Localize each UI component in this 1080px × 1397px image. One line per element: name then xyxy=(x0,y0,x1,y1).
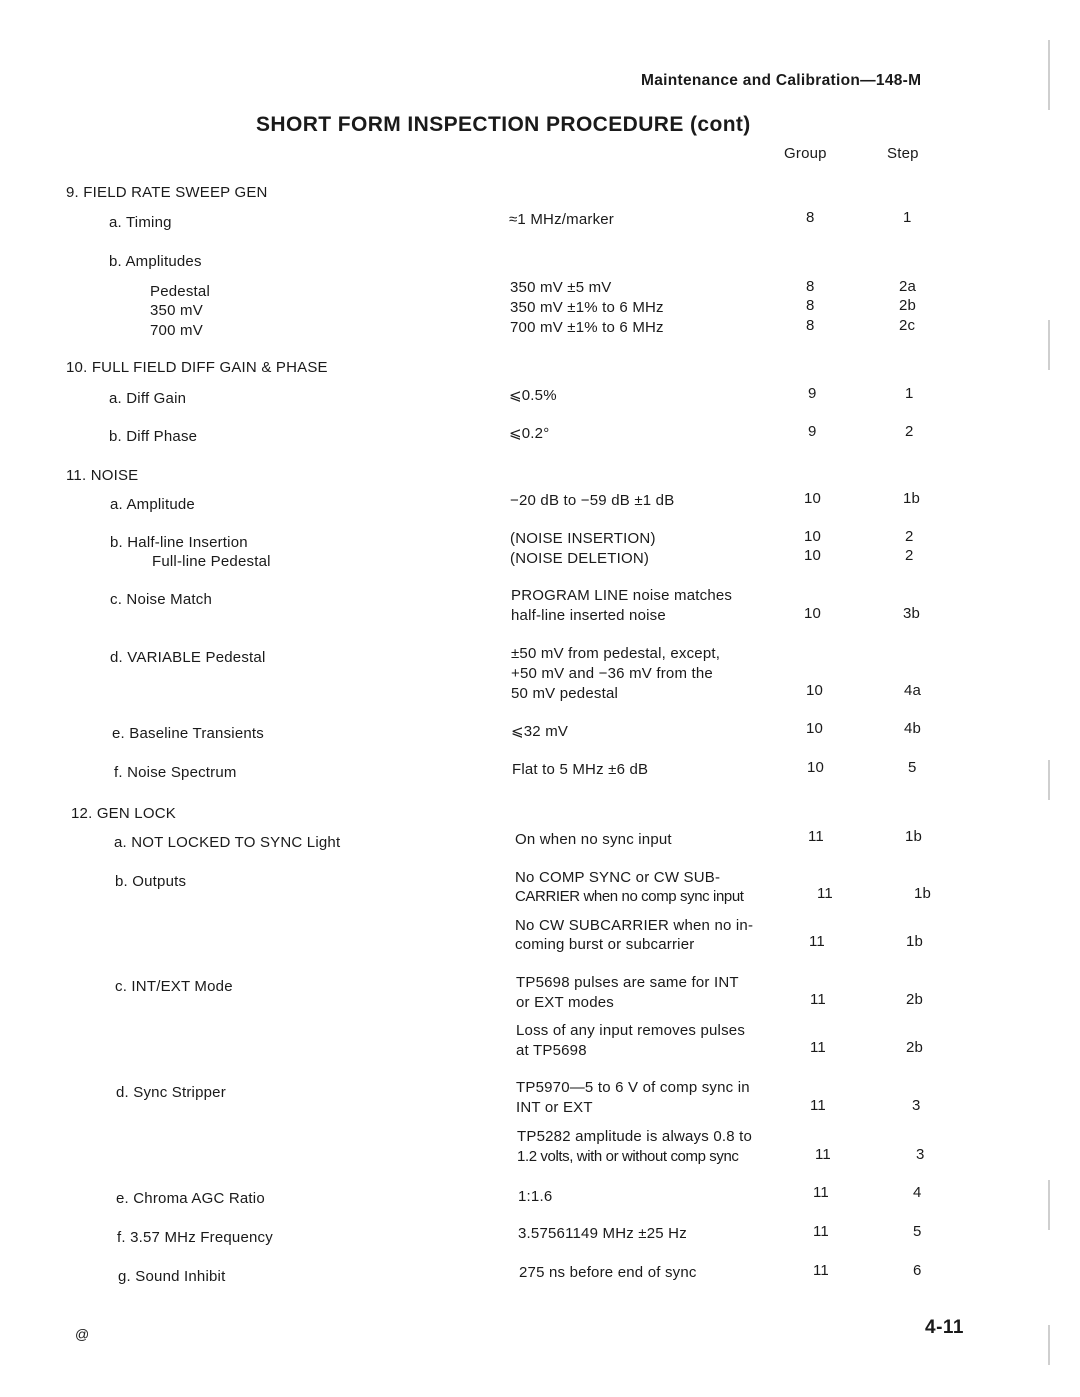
item-step: 2 xyxy=(905,423,914,440)
item-step: 2a xyxy=(899,278,917,295)
item-step: 2b xyxy=(906,1039,924,1056)
item-label: 350 mV xyxy=(150,302,203,319)
item-label: Pedestal xyxy=(150,283,210,300)
section-11-heading: 11. NOISE xyxy=(66,467,139,484)
item-group: 11 xyxy=(808,828,824,845)
item-spec: 350 mV ±1% to 6 MHz xyxy=(510,299,664,316)
item-step: 4 xyxy=(913,1184,922,1201)
item-label: f. Noise Spectrum xyxy=(114,764,237,781)
item-step: 2c xyxy=(899,317,916,334)
item-spec-line: half-line inserted noise xyxy=(511,607,666,624)
item-spec-line: No CW SUBCARRIER when no in- xyxy=(515,917,754,934)
item-step: 5 xyxy=(913,1223,922,1240)
item-label: f. 3.57 MHz Frequency xyxy=(117,1229,273,1246)
item-spec: 350 mV ±5 mV xyxy=(510,279,612,296)
item-group: 11 xyxy=(813,1184,829,1201)
item-spec: −20 dB to −59 dB ±1 dB xyxy=(510,492,675,509)
item-group: 10 xyxy=(806,720,824,737)
item-group: 9 xyxy=(808,385,817,402)
item-group: 9 xyxy=(808,423,817,440)
item-group: 10 xyxy=(804,605,822,622)
item-spec: Flat to 5 MHz ±6 dB xyxy=(512,761,649,778)
item-step: 1 xyxy=(903,209,912,226)
item-spec-line: PROGRAM LINE noise matches xyxy=(511,587,733,604)
item-label: c. Noise Match xyxy=(110,591,212,608)
item-step: 1b xyxy=(906,933,924,950)
item-spec: ⩽0.5% xyxy=(509,387,557,404)
item-spec: (NOISE INSERTION) xyxy=(510,530,656,547)
footer-mark: @ xyxy=(75,1326,90,1342)
item-step: 3b xyxy=(903,605,921,622)
scan-edge-mark xyxy=(1048,760,1050,800)
item-label: a. Diff Gain xyxy=(109,390,187,407)
item-group: 8 xyxy=(806,317,815,334)
item-label: e. Chroma AGC Ratio xyxy=(116,1190,265,1207)
item-group: 11 xyxy=(809,933,825,950)
item-group: 11 xyxy=(810,1097,826,1114)
item-group: 11 xyxy=(813,1223,829,1240)
item-label: d. Sync Stripper xyxy=(116,1084,226,1101)
item-group: 8 xyxy=(806,278,815,295)
section-10-heading: 10. FULL FIELD DIFF GAIN & PHASE xyxy=(66,359,328,376)
item-spec-line: or EXT modes xyxy=(516,994,614,1011)
item-spec-line: Loss of any input removes pulses xyxy=(516,1022,746,1039)
item-label: a. NOT LOCKED TO SYNC Light xyxy=(114,834,341,851)
item-label: d. VARIABLE Pedestal xyxy=(110,649,266,666)
item-spec: (NOISE DELETION) xyxy=(510,550,650,567)
item-spec: ≈1 MHz/marker xyxy=(509,211,615,228)
item-label: b. Half-line Insertion xyxy=(110,534,248,551)
item-label: 700 mV xyxy=(150,322,203,339)
item-group: 11 xyxy=(815,1146,831,1163)
item-spec-line: No COMP SYNC or CW SUB- xyxy=(515,869,721,886)
item-group: 11 xyxy=(813,1262,829,1279)
item-group: 10 xyxy=(807,759,825,776)
column-header-step: Step xyxy=(887,145,919,162)
item-spec: 3.57561149 MHz ±25 Hz xyxy=(518,1225,687,1242)
item-spec-line: TP5970—5 to 6 V of comp sync in xyxy=(516,1079,750,1096)
item-label: c. INT/EXT Mode xyxy=(115,978,233,995)
item-step: 6 xyxy=(913,1262,922,1279)
item-spec: ⩽0.2° xyxy=(509,425,550,442)
item-step: 4a xyxy=(904,682,922,699)
item-label: g. Sound Inhibit xyxy=(118,1268,226,1285)
scan-edge-mark xyxy=(1048,1325,1050,1365)
item-spec-line: 1.2 volts, with or without comp sync xyxy=(517,1148,739,1165)
item-group: 8 xyxy=(806,209,815,226)
item-group: 11 xyxy=(817,885,833,902)
item-step: 2b xyxy=(899,297,917,314)
scan-edge-mark xyxy=(1048,1180,1050,1230)
item-spec-line: +50 mV and −36 mV from the xyxy=(511,665,713,682)
item-step: 3 xyxy=(912,1097,921,1114)
item-spec-line: ±50 mV from pedestal, except, xyxy=(511,645,721,662)
item-group: 10 xyxy=(804,490,822,507)
item-spec-line: 50 mV pedestal xyxy=(511,685,619,702)
item-spec: 700 mV ±1% to 6 MHz xyxy=(510,319,664,336)
item-label: a. Amplitude xyxy=(110,496,195,513)
section-9-heading: 9. FIELD RATE SWEEP GEN xyxy=(66,184,268,201)
running-title: Maintenance and Calibration—148-M xyxy=(641,72,922,89)
item-group: 10 xyxy=(804,528,822,545)
item-label: b. Amplitudes xyxy=(109,253,202,270)
item-step: 2 xyxy=(905,528,914,545)
item-label: b. Outputs xyxy=(115,873,187,890)
item-group: 11 xyxy=(810,991,826,1008)
item-group: 8 xyxy=(806,297,815,314)
page-number: 4-11 xyxy=(925,1317,964,1338)
item-label: b. Diff Phase xyxy=(109,428,198,445)
item-step: 4b xyxy=(904,720,922,737)
item-spec-line: INT or EXT xyxy=(516,1099,593,1116)
item-spec-line: at TP5698 xyxy=(516,1042,587,1059)
scan-edge-mark xyxy=(1048,40,1050,110)
item-step: 1 xyxy=(905,385,914,402)
item-step: 1b xyxy=(905,828,923,845)
item-group: 11 xyxy=(810,1039,826,1056)
item-label: e. Baseline Transients xyxy=(112,725,264,742)
page-title: SHORT FORM INSPECTION PROCEDURE (cont) xyxy=(256,113,751,136)
item-spec: ⩽32 mV xyxy=(511,723,569,740)
item-step: 5 xyxy=(908,759,917,776)
item-spec-line: TP5282 amplitude is always 0.8 to xyxy=(517,1128,753,1145)
item-label: a. Timing xyxy=(109,214,172,231)
column-header-group: Group xyxy=(784,145,827,162)
section-12-heading: 12. GEN LOCK xyxy=(71,805,176,822)
item-step: 1b xyxy=(914,885,932,902)
item-step: 1b xyxy=(903,490,921,507)
item-spec: 275 ns before end of sync xyxy=(519,1264,697,1281)
item-group: 10 xyxy=(806,682,824,699)
item-spec-line: coming burst or subcarrier xyxy=(515,936,695,953)
item-group: 10 xyxy=(804,547,822,564)
scan-edge-mark xyxy=(1048,320,1050,370)
item-spec-line: TP5698 pulses are same for INT xyxy=(516,974,739,991)
item-step: 3 xyxy=(916,1146,925,1163)
item-step: 2 xyxy=(905,547,914,564)
item-label: Full-line Pedestal xyxy=(152,553,271,570)
item-spec: On when no sync input xyxy=(515,831,672,848)
item-step: 2b xyxy=(906,991,924,1008)
item-spec-line: CARRIER when no comp sync input xyxy=(515,888,744,905)
item-spec: 1:1.6 xyxy=(518,1188,553,1205)
